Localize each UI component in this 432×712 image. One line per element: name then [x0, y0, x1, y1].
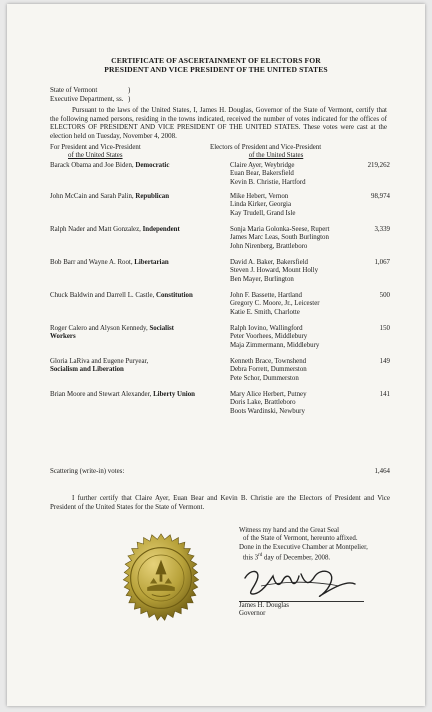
ticket-candidates — [50, 358, 200, 375]
signature-icon — [239, 564, 359, 604]
certificate-title — [7, 56, 425, 74]
candidate-names: Chuck Baldwin and Darrell L. Castle, — [50, 292, 157, 299]
elector: John F. Bassette, Hartland — [230, 292, 302, 299]
elector-list — [230, 391, 360, 416]
vote-count: 150 — [379, 325, 390, 332]
vote-count: 219,262 — [367, 162, 390, 169]
title-line-1: CERTIFICATE OF ASCERTAINMENT OF ELECTORS FOR — [111, 56, 321, 65]
ticket-candidates — [50, 391, 200, 399]
elector: Euan Bear, Bakersfield — [230, 170, 294, 178]
electors-header-line-1: Electors of President and Vice-President — [210, 144, 322, 151]
witness-date-line — [239, 552, 399, 563]
candidate-names: Bob Barr and Wayne A. Root, — [50, 259, 135, 266]
party-name: Liberty Union — [153, 391, 195, 398]
party-name: Constitution — [156, 292, 193, 299]
elector: Linda Kirker, Georgia — [230, 201, 292, 209]
signer-block — [239, 602, 289, 619]
certification-paragraph: I further certify that Claire Ayer, Euan Bear and Kevin B. Christie are the Electors of President and Vice President of the United States for the State of Vermont. — [50, 494, 390, 511]
candidate-names: Ralph Nader and Matt Gonzalez, — [50, 226, 143, 233]
electors-column-header — [210, 144, 342, 160]
elector-list — [230, 193, 360, 218]
elector-list — [230, 226, 360, 251]
elector-list — [230, 358, 360, 383]
candidate-names: Gloria LaRiva and Eugene Puryear, — [50, 358, 149, 365]
elector: Peter Voorhees, Middlebury — [230, 333, 308, 341]
vote-count: 500 — [379, 292, 390, 299]
scattering-row — [50, 468, 390, 475]
scattering-votes: 1,464 — [374, 468, 390, 475]
elector: Doris Lake, Brattleboro — [230, 399, 296, 407]
elector: Boots Wardinski, Newbury — [230, 407, 305, 415]
ticket-candidates — [50, 226, 200, 234]
date-suffix: rd — [258, 553, 263, 559]
party-name: Democratic — [135, 162, 170, 169]
paren: ) — [128, 94, 131, 103]
title-line-2: PRESIDENT AND VICE PRESIDENT OF THE UNITED STATES — [104, 65, 328, 74]
certificate-page — [7, 4, 425, 706]
candidates-header-line-1: For President and Vice-President — [50, 144, 141, 151]
vote-count: 141 — [379, 391, 390, 398]
elector: Debra Forrett, Dummerston — [230, 366, 307, 374]
elector-list — [230, 259, 360, 284]
elector: John Nirenberg, Brattleboro — [230, 242, 308, 250]
candidates-column-header — [50, 144, 180, 160]
elector: Steven J. Howard, Mount Holly — [230, 267, 319, 275]
witness-block — [239, 527, 399, 563]
witness-line: of the State of Vermont, hereunto affixed. — [243, 535, 358, 543]
party-name: Socialist Workers — [50, 325, 174, 341]
witness-line: Witness my hand and the Great Seal — [239, 527, 339, 534]
candidate-names: Roger Calero and Alyson Kennedy, — [50, 325, 150, 332]
elector: Maja Zimmermann, Middlebury — [230, 341, 320, 349]
state-block — [50, 86, 130, 103]
electors-header-line-2: of the United States — [248, 151, 304, 159]
elector: David A. Baker, Bakersfield — [230, 259, 308, 266]
elector: Sonja Maria Golonka-Seese, Rupert — [230, 226, 330, 233]
signer-title: Governor — [239, 610, 266, 618]
elector: Mike Hebert, Vernon — [230, 193, 289, 200]
signer-name: James H. Douglas — [239, 602, 289, 609]
elector: Katie E. Smith, Charlotte — [230, 308, 300, 316]
elector-list — [230, 162, 360, 187]
state-seal-icon — [115, 532, 207, 624]
vote-count: 149 — [379, 358, 390, 365]
ticket-candidates — [50, 325, 200, 342]
date-prefix: this 3 — [243, 554, 259, 562]
candidate-names: Brian Moore and Stewart Alexander, — [50, 391, 154, 398]
date-rest: day of December, 2008. — [262, 554, 331, 562]
party-name: Libertarian — [134, 259, 169, 266]
elector: Gregory C. Moore, Jr., Leicester — [230, 300, 320, 308]
elector: Ralph Iovino, Wallingford — [230, 325, 303, 332]
ticket-candidates — [50, 259, 200, 267]
elector: Kevin B. Christie, Hartford — [230, 178, 306, 186]
candidate-names: John McCain and Sarah Palin, — [50, 193, 136, 200]
vote-count: 1,067 — [374, 259, 390, 266]
elector: Mary Alice Herbert, Putney — [230, 391, 307, 398]
ticket-candidates — [50, 292, 200, 300]
candidate-names: Barack Obama and Joe Biden, — [50, 162, 136, 169]
elector: Ben Mayer, Burlington — [230, 275, 294, 283]
vote-count: 98,974 — [371, 193, 390, 200]
elector: Claire Ayer, Weybridge — [230, 162, 295, 169]
scattering-label: Scattering (write-in) votes: — [50, 468, 125, 475]
elector-list — [230, 325, 360, 350]
party-name: Socialism and Liberation — [50, 366, 124, 374]
elector: James Marc Leas, South Burlington — [230, 234, 329, 242]
witness-line: Done in the Executive Chamber at Montpelier, — [239, 543, 368, 551]
party-name: Independent — [142, 226, 180, 233]
ticket-candidates — [50, 162, 200, 170]
elector: Kay Trudell, Grand Isle — [230, 209, 296, 217]
elector: Pete Schor, Dummerston — [230, 374, 299, 382]
candidates-header-line-2: of the United States — [68, 151, 123, 159]
paren: ) — [128, 86, 131, 94]
elector-list — [230, 292, 360, 317]
intro-paragraph: Pursuant to the laws of the United States, I, James H. Douglas, Governor of the State of Vermont, certify that the following named persons, residing in the towns indicated, received the number of votes indicated for the offices of ELECTORS OF PRESIDENT AND VICE PRESIDENT OF THE UNITED STATES. These votes were cast at the election held on Tuesday, November 4, 2008. — [50, 106, 387, 140]
elector: Kenneth Brace, Townshend — [230, 358, 307, 365]
department-label: Executive Department, ss. — [50, 94, 124, 103]
vote-count: 3,339 — [374, 226, 390, 233]
state-label: State of Vermont — [50, 86, 98, 94]
party-name: Republican — [135, 193, 170, 200]
ticket-candidates — [50, 193, 200, 201]
